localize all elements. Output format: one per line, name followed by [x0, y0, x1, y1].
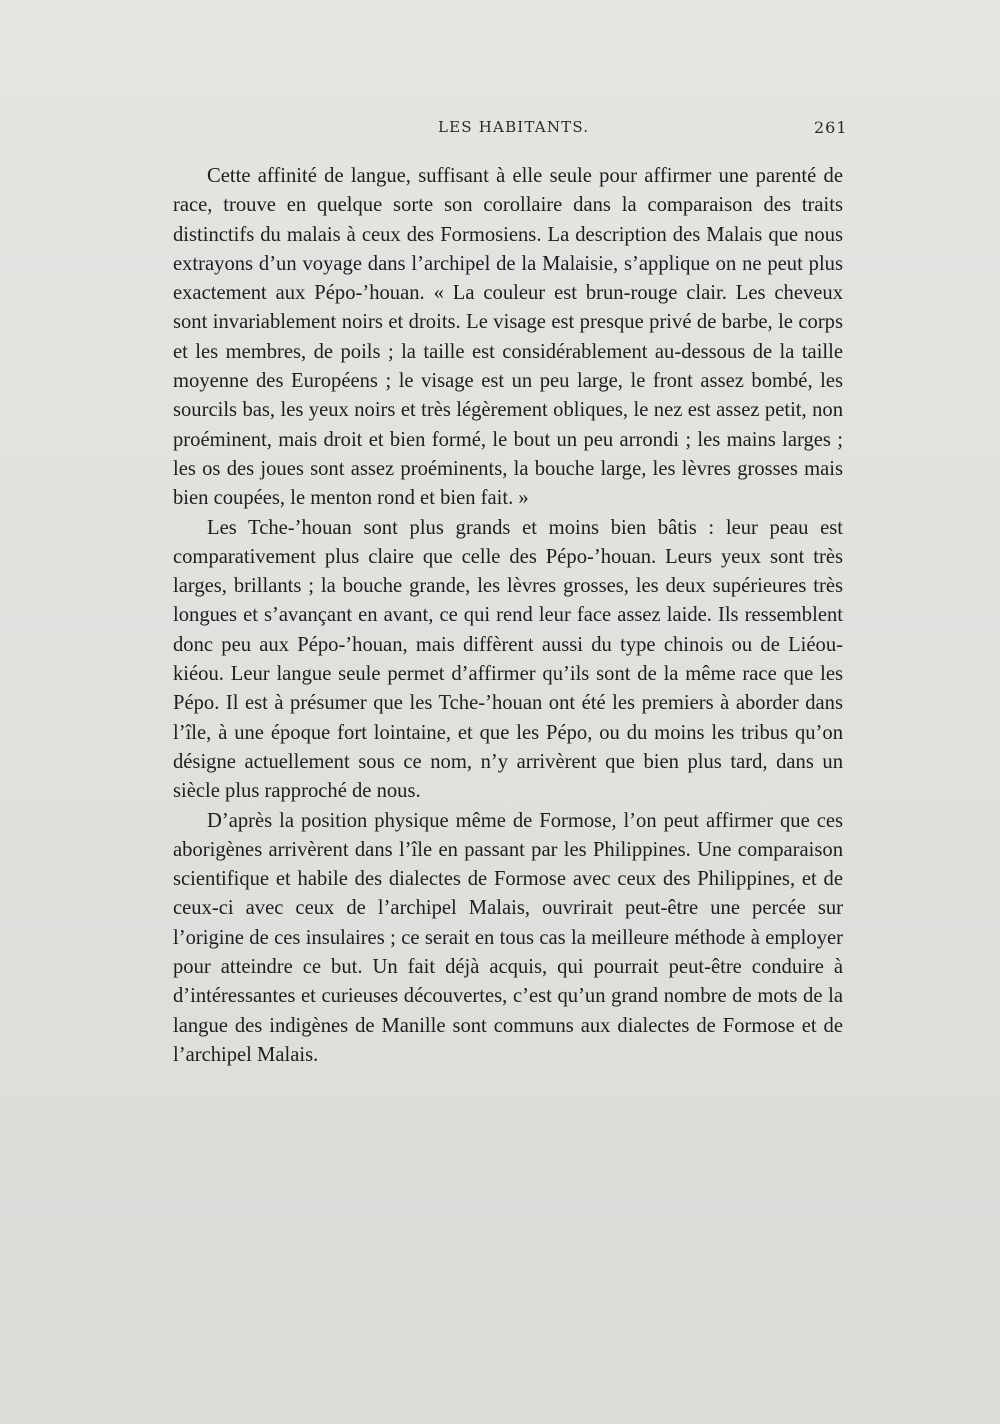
paragraph-1: Cette affinité de langue, suffisant à elle seule pour affirmer une parenté de race, trouve en quelque sorte son corollaire dans la comparaison des traits distinctifs du malais à ceux des Formosiens. La description des Malais que nous extrayons d’un voyage dans l’archipel de la Malaisie, s’applique on ne peut plus exactement aux Pépo-’houan. « La couleur est brun-rouge clair. Les cheveux sont invariablement noirs et droits. Le visage est presque privé de barbe, le corps et les membres, de poils ; la taille est considérablement au-dessous de la taille moyenne des Européens ; le visage est un peu large, le front assez bombé, les sourcils bas, les yeux noirs et très légèrement obliques, le nez est assez petit, non proéminent, mais droit et bien formé, le bout un peu arrondi ; les mains larges ; les os des joues sont assez proéminents, la bouche large, les lèvres grosses mais bien coupées, le menton rond et bien fait. » — [173, 165, 843, 510]
running-head — [0, 118, 1000, 140]
body-text — [173, 162, 843, 1070]
paragraph-3: D’après la position physique même de Formose, l’on peut affirmer que ces aborigènes arrivèrent dans l’île en passant par les Philippines. Une comparaison scientifique et habile des dialectes de Formose avec ceux des Philippines, et de ceux-ci avec ceux de l’archipel Malais, ouvrirait peut-être une percée sur l’origine de ces insulaires ; ce serait en tous cas la meilleure méthode à employer pour atteindre ce but. Un fait déjà acquis, qui pourrait peut-être conduire à d’intéressantes et curieuses découvertes, c’est qu’un grand nombre de mots de la langue des indigènes de Manille sont communs aux dialectes de Formose et de l’archipel Malais. — [173, 809, 843, 1066]
page-number: 261 — [814, 118, 848, 137]
paragraph-2: Les Tche-’houan sont plus grands et moins bien bâtis : leur peau est comparativement plus claire que celle des Pépo-’houan. Leurs yeux sont très larges, brillants ; la bouche grande, les lèvres grosses, les deux supérieures très longues et s’avançant en avant, ce qui rend leur face assez laide. Ils ressemblent donc peu aux Pépo-’houan, mais diffèrent aussi du type chinois ou de Liéou-kiéou. Leur langue seule permet d’affirmer qu’ils sont de la même race que les Pépo. Il est à présumer que les Tche-’houan ont été les premiers à aborder dans l’île, à une époque fort lointaine, et que les Pépo, ou du moins les tribus qu’on désigne actuellement sous ce nom, n’y arrivèrent que bien plus tard, dans un siècle plus rapproché de nous. — [173, 516, 843, 803]
running-title: LES HABITANTS. — [438, 118, 590, 136]
